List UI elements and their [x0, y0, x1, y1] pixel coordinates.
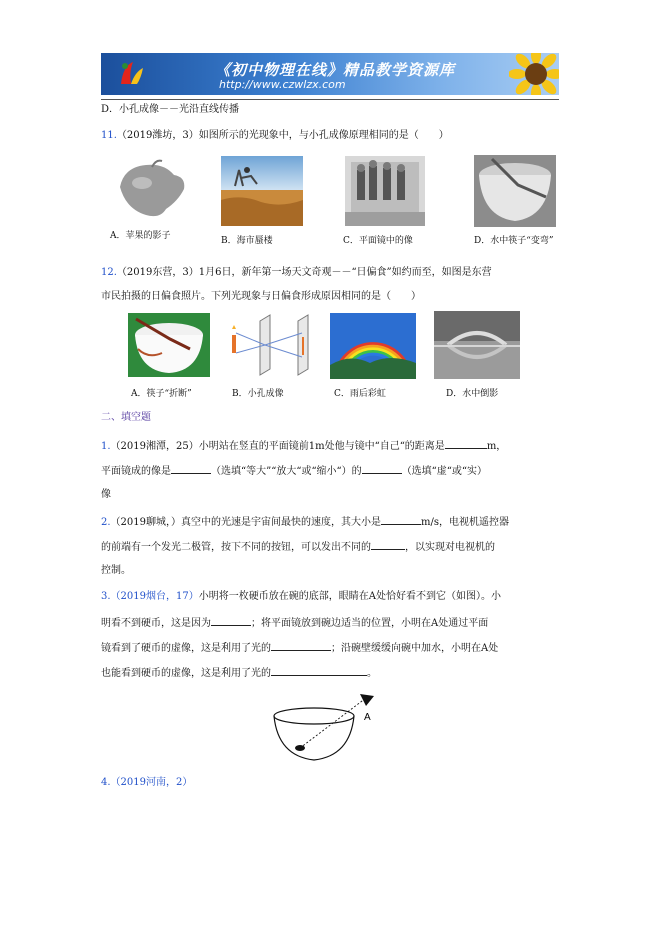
bent-chopsticks-image [474, 155, 556, 227]
question-11 [101, 129, 449, 143]
fill-question-3-line2 [101, 615, 488, 631]
q12-source: （2019东营，3） [116, 267, 199, 278]
f3-text-g: 。 [367, 668, 377, 679]
f3-blank-2[interactable] [271, 640, 331, 651]
f3-text-b: 明看不到硬币，这是因为 [101, 618, 211, 629]
fill-question-3-line1 [101, 590, 501, 604]
fill-question-3-line3 [101, 640, 498, 656]
f1-blank-2[interactable] [171, 463, 211, 474]
q11-number: 11. [101, 130, 117, 141]
site-logo-icon [115, 58, 147, 90]
f3-text-f: 也能看到硬币的虚像，这是利用了光的 [101, 668, 271, 679]
q11-option-c: C．平面镜中的像 [343, 236, 413, 246]
f3-number: 3. [101, 591, 111, 602]
rainbow-image [330, 313, 416, 379]
f2-text-d: ，以实现对电视机的 [405, 542, 495, 553]
fill-question-1-line1 [101, 438, 506, 454]
point-a-label: A [364, 712, 371, 723]
mirage-image [221, 156, 303, 226]
fill-question-2-line1 [101, 514, 509, 530]
fill-question-3-line4 [101, 665, 377, 681]
f1-number: 1. [101, 441, 111, 452]
f1-blank-1[interactable] [445, 438, 487, 449]
f1-blank-3[interactable] [362, 463, 402, 474]
eye-marker-icon [360, 694, 374, 706]
question-12-line1 [101, 266, 492, 280]
mirror-image-photo [345, 156, 425, 226]
q12-option-b: B．小孔成像 [232, 389, 284, 399]
f1-text-b: m， [486, 441, 507, 452]
q11-stem: 如图所示的光现象中，与小孔成像原理相同的是（ ） [198, 130, 449, 141]
q11-option-b: B．海市蜃楼 [221, 236, 273, 246]
f1-line3: 像 [101, 489, 111, 500]
chopsticks-bowl-image [128, 313, 210, 377]
f3-blank-3[interactable] [271, 665, 367, 676]
f2-number: 2. [101, 517, 111, 528]
f2-text-c: 的前端有一个发光二极管，按下不同的按钮，可以发出不同的 [101, 542, 371, 553]
section-2-title: 二、填空题 [101, 412, 151, 423]
f1-source: （2019湘潭，25） [110, 441, 199, 452]
q12-option-d: D．水中倒影 [446, 389, 499, 399]
f1-text-e: （选填“虚“或“实） [401, 466, 488, 477]
q12-number: 12. [101, 267, 117, 278]
f4-number: 4. [101, 777, 111, 788]
f3-text-d: 镜看到了硬币的虚像，这是利用了光的 [101, 643, 271, 654]
q12-option-c: C．雨后彩虹 [334, 389, 386, 399]
bowl-coin-diagram [268, 690, 388, 768]
f1-text-d: （选填“等大”“放大“或“缩小“）的 [211, 466, 362, 477]
header-rule [101, 99, 559, 100]
f2-text-b: m/s，电视机遥控器 [421, 517, 509, 528]
f3-text-c: ；将平面镜放到碗边适当的位置，小明在A处通过平面 [251, 618, 489, 629]
f1-text-c: 平面镜成的像是 [101, 466, 171, 477]
f2-line3: 控制。 [101, 565, 131, 576]
f4-source: （2019河南，2） [110, 777, 193, 788]
q11-option-a: A．苹果的影子 [110, 231, 171, 241]
f2-blank-2[interactable] [371, 539, 405, 550]
f2-source: （2019聊城，） [110, 517, 181, 528]
fill-question-4 [101, 776, 192, 790]
f3-source: （2019烟台，17） [110, 591, 199, 602]
f3-blank-1[interactable] [211, 615, 251, 626]
f2-text-a: 真空中的光速是宇宙间最快的速度，其大小是 [181, 517, 381, 528]
q11-option-d: D．水中筷子“变弯” [474, 236, 554, 246]
pinhole-camera-diagram [226, 313, 318, 379]
q12-stem-line2: 市民拍摄的日偏食照片。下列光现象与日偏食形成原因相同的是（ ） [101, 291, 421, 302]
f3-text-a: 小明将一枚硬币放在碗的底部，眼睛在A处恰好看不到它（如图）。小 [198, 591, 501, 602]
apple-shadow-image [112, 157, 192, 225]
q12-option-a: A．筷子“折断” [131, 389, 192, 399]
q12-stem-line1: 1月6日，新年第一场天文奇观－－“日偏食”如约而至，如图是东营 [198, 267, 492, 278]
q11-source: （2019潍坊，3） [116, 130, 199, 141]
f3-text-e: ；沿碗壁缓缓向碗中加水，小明在A处 [331, 643, 499, 654]
banner-title: 《初中物理在线》精品教学资源库 [215, 61, 456, 79]
banner-url[interactable]: http://www.czwlzx.com [219, 78, 346, 91]
sunflower-icon [509, 53, 559, 95]
fill-question-1-line2 [101, 463, 487, 479]
f2-blank-1[interactable] [381, 514, 421, 525]
header-banner [101, 53, 559, 95]
water-reflection-image [434, 311, 520, 379]
fill-question-2-line2 [101, 539, 495, 555]
prev-option-d: D．小孔成像－－光沿直线传播 [101, 104, 240, 115]
f1-text-a: 小明站在竖直的平面镜前1m处他与镜中“自己“的距离是 [198, 441, 445, 452]
